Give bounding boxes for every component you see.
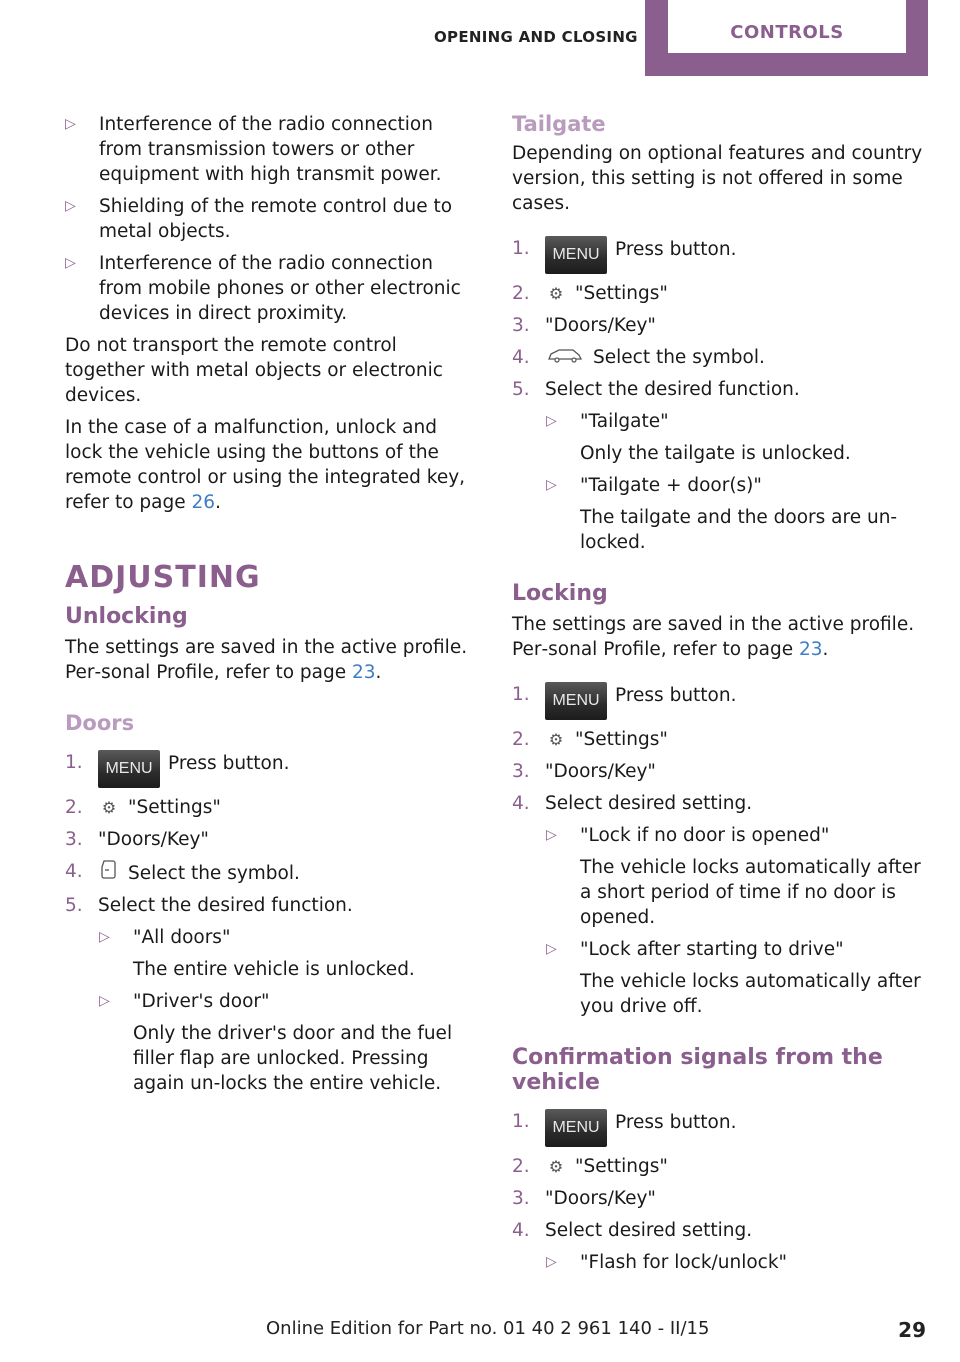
step-item: 4. Select the symbol.: [65, 861, 300, 884]
step-item: 4. Select the symbol.: [512, 347, 765, 368]
step-item: 3. "Doors/Key": [512, 1188, 656, 1209]
right-column: [512, 112, 927, 1282]
subsection-heading: Confirmation signals from the vehicle: [512, 1045, 883, 1095]
option-item: ▷ "All doors" The entire vehicle is unlocked.: [99, 927, 415, 980]
option-item: ▷ "Lock if no door is opened" The vehicle locks automatically after a short period of time if no door is opened.: [546, 825, 921, 928]
menu-button-icon: MENU: [545, 1109, 607, 1147]
gear-icon: ⚙: [101, 798, 117, 817]
footer-edition: Online Edition for Part no. 01 40 2 961 140 - II/15: [266, 1318, 710, 1339]
topic-heading: Doors: [65, 711, 135, 735]
step-item: 5. Select the desired function.: [512, 379, 800, 400]
option-item: ▷ "Flash for lock/unlock": [546, 1252, 788, 1273]
car-icon: [545, 345, 585, 370]
chapter-title: CONTROLS: [730, 22, 844, 43]
list-item: ▷ Interference of the radio connection from transmission towers or other equipment with high transmit power.: [65, 114, 442, 185]
step-item: 4. Select desired setting.: [512, 793, 753, 814]
step-item: 2. ⚙ "Settings": [65, 797, 221, 818]
chapter-tab: [645, 0, 928, 76]
bullet-icon: ▷: [99, 993, 110, 1009]
step-item: 1. MENU Press button.: [512, 682, 927, 720]
page-link[interactable]: 23: [799, 639, 823, 660]
option-item: ▷ "Tailgate" Only the tailgate is unlocked.: [546, 411, 851, 464]
option-item: ▷ "Driver's door" Only the driver's door and the fuel filler flap are unlocked. Pressing again un‐locks the entire vehicle.: [99, 991, 453, 1094]
option-item: ▷ "Tailgate + door(s)" The tailgate and the doors are un‐locked.: [546, 475, 898, 553]
step-item: 4. Select desired setting.: [512, 1220, 753, 1241]
subsection-heading: Unlocking: [65, 604, 188, 629]
step-item: 3. "Doors/Key": [65, 829, 209, 850]
page-link[interactable]: 26: [191, 492, 216, 513]
bullet-icon: ▷: [65, 255, 76, 271]
bullet-icon: ▷: [546, 827, 557, 843]
gear-icon: ⚙: [548, 1157, 564, 1176]
step-item: 5. Select the desired function.: [65, 895, 353, 916]
bullet-icon: ▷: [65, 116, 76, 132]
step-item: 3. "Doors/Key": [512, 761, 656, 782]
section-heading: ADJUSTING: [65, 560, 261, 595]
paragraph: In the case of a malfunction, unlock and lock the vehicle using the buttons of the remote control or using the integrated key, refer to page 26.: [65, 417, 466, 513]
option-item: ▷ "Lock after starting to drive" The vehicle locks automatically after you drive off.: [546, 939, 921, 1017]
page-link[interactable]: 23: [352, 662, 376, 683]
menu-button-icon: MENU: [545, 236, 607, 274]
paragraph: Depending on optional features and country version, this setting is not offered in some cases.: [512, 143, 923, 214]
gear-icon: ⚙: [548, 284, 564, 303]
paragraph: The settings are saved in the active profile. Per‐sonal Profile, refer to page 23.: [512, 614, 915, 660]
step-item: 3. "Doors/Key": [512, 315, 656, 336]
step-item: 2. ⚙ "Settings": [512, 729, 668, 750]
step-item: 1. MENU Press button.: [512, 236, 927, 274]
gear-icon: ⚙: [548, 730, 564, 749]
page-number: 29: [898, 1318, 926, 1342]
topic-heading: Tailgate: [512, 112, 606, 136]
step-item: 1. MENU Press button.: [65, 750, 477, 788]
bullet-icon: ▷: [65, 198, 76, 214]
door-icon: [98, 859, 120, 886]
step-item: 2. ⚙ "Settings": [512, 283, 668, 304]
left-column: [65, 112, 477, 1103]
list-item: ▷ Interference of the radio connection from mobile phones or other electronic devices in direct proximity.: [65, 253, 461, 324]
header-section-label: OPENING AND CLOSING: [434, 28, 638, 46]
bullet-icon: ▷: [99, 929, 110, 945]
bullet-icon: ▷: [546, 1254, 557, 1270]
bullet-icon: ▷: [546, 413, 557, 429]
menu-button-icon: MENU: [98, 750, 160, 788]
paragraph: The settings are saved in the active profile. Per‐sonal Profile, refer to page 23.: [65, 637, 468, 683]
bullet-icon: ▷: [546, 477, 557, 493]
step-item: 2. ⚙ "Settings": [512, 1156, 668, 1177]
subsection-heading: Locking: [512, 581, 608, 606]
step-item: 1. MENU Press button.: [512, 1109, 927, 1147]
bullet-icon: ▷: [546, 941, 557, 957]
paragraph: Do not transport the remote control together with metal objects or electronic devices.: [65, 335, 443, 406]
menu-button-icon: MENU: [545, 682, 607, 720]
list-item: ▷ Shielding of the remote control due to metal objects.: [65, 196, 453, 242]
